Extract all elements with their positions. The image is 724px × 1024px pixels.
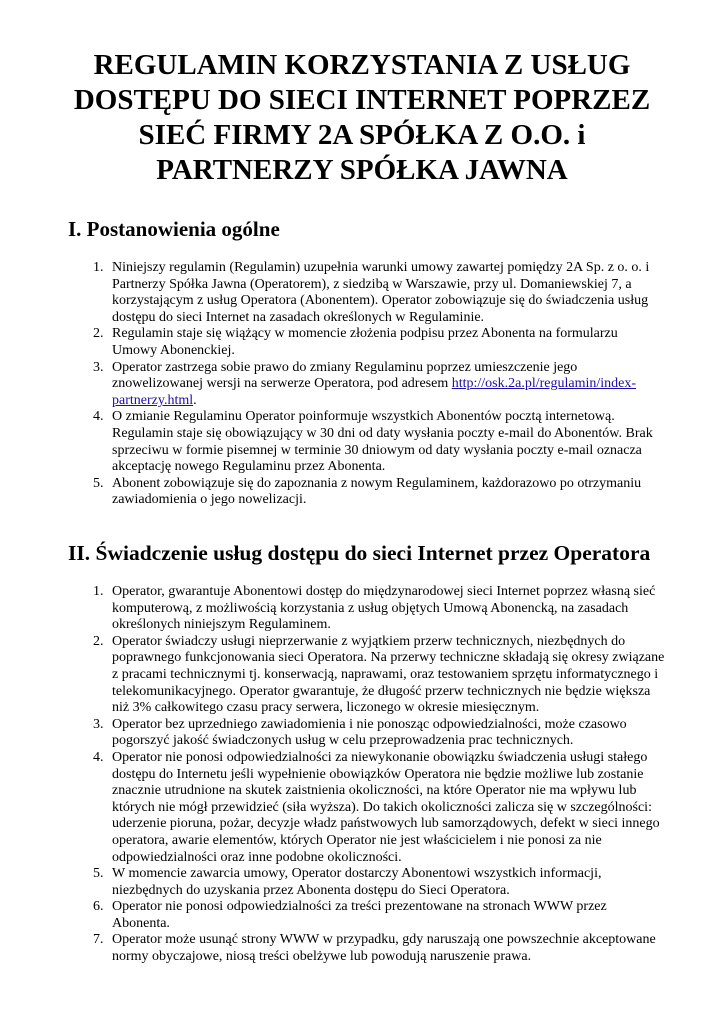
item-line: Regulamin staje się obowiązujący w 30 dni od daty wysłania poczty e-mail do Abonentów. Brak — [112, 425, 653, 441]
item-line: pogorszyć jakość świadczonych usług w celu przeprowadzenia prac technicznych. — [112, 733, 574, 749]
regulation-url-link-continued[interactable]: partnerzy.html — [112, 392, 194, 408]
list-item — [0, 866, 674, 899]
item-line: Operator bez uprzedniego zawiadomienia i nie ponosząc odpowiedzialności, może czasowo — [112, 716, 627, 732]
list-item — [0, 932, 674, 965]
item-number: 4. — [93, 409, 104, 425]
general-provisions-list — [0, 260, 674, 509]
list-item — [0, 717, 674, 750]
item-line: poprawnego funkcjonowania sieci Operatora. Na przerwy techniczne składają się okresy związane — [112, 650, 665, 666]
item-number: 3. — [93, 716, 104, 732]
section-heading-services: II. Świadczenie usług dostępu do sieci Internet przez Operatora — [68, 541, 651, 565]
item-line: niż 3% całkowitego czasu pracy serwera, liczonego w okresie miesięcznym. — [112, 700, 540, 716]
item-number: 2. — [93, 633, 104, 649]
document-title — [60, 48, 664, 188]
item-number: 5. — [93, 475, 104, 491]
item-line: uderzenie pioruna, pożar, decyzje władz państwowych lub samorządowych, defekt w sieci innego — [112, 816, 660, 832]
item-line: dostępu do Internetu jeśli wypełnienie obowiązków Operatora nie będzie możliwe lub zostanie — [112, 766, 644, 782]
item-line: operatora, awarie elementów, których Operator nie jest właścicielem i nie ponosi za nie — [112, 832, 602, 848]
item-line: zawiadomienia o jego nowelizacji. — [112, 492, 307, 508]
list-item — [0, 899, 674, 932]
item-line: Abonenta. — [112, 915, 170, 931]
list-item — [0, 326, 674, 359]
item-line — [112, 393, 674, 410]
item-number: 4. — [93, 749, 104, 765]
item-line-text: . — [193, 392, 197, 408]
list-item — [0, 750, 674, 866]
item-line: znacznie utrudnione na skutek zaistnienia okoliczności, na które Operator nie ma wpływu lub — [112, 783, 637, 799]
item-line: dostępu do sieci Internet na zasadach określonych w Regulaminie. — [112, 309, 485, 325]
item-line: Operator nie ponosi odpowiedzialności za treści prezentowane na stronach WWW przez — [112, 899, 607, 915]
item-line: Operator może usunąć strony WWW w przypadku, gdy naruszają one powszechnie akceptowane — [112, 932, 656, 948]
title-line: PARTNERZY SPÓŁKA JAWNA — [156, 154, 568, 186]
item-line: Operator świadczy usługi nieprzerwanie z wyjątkiem przerw technicznych, niezbędnych do — [112, 633, 626, 649]
item-line: Abonent zobowiązuje się do zapoznania z nowym Regulaminem, każdorazowo po otrzymaniu — [112, 475, 642, 491]
title-line: DOSTĘPU DO SIECI INTERNET POPRZEZ — [73, 84, 651, 116]
list-item — [0, 260, 674, 326]
section-heading-general: I. Postanowienia ogólne — [68, 217, 280, 241]
item-line: Operator, gwarantuje Abonentowi dostęp do międzynarodowej sieci Internet poprzez własną sieć — [112, 584, 656, 599]
item-line: Operator nie ponosi odpowiedzialności za niewykonanie obowiązku świadczenia usługi stałego — [112, 749, 648, 765]
list-item — [0, 476, 674, 509]
item-line: Niniejszy regulamin (Regulamin) uzupełnia warunki umowy zawartej pomiędzy 2A Sp. z o. o. i — [112, 260, 650, 275]
list-item — [0, 634, 674, 717]
item-number: 1. — [93, 584, 104, 599]
item-line: Umowy Abonenckiej. — [112, 342, 235, 358]
item-line: telekomunikacyjnego. Operator gwarantuje, że długość przerw technicznych nie będzie większa — [112, 683, 651, 699]
item-line: akceptację nowego Regulaminu przez Abonenta. — [112, 459, 386, 475]
item-line: sprzeciwu w formie pisemnej w terminie 30 dniowym od daty wysłania poczty e-mail oznacza — [112, 442, 642, 458]
item-line — [112, 376, 674, 393]
services-list — [0, 584, 674, 966]
list-item — [0, 409, 674, 475]
title-line: REGULAMIN KORZYSTANIA Z USŁUG — [93, 49, 631, 81]
item-line: korzystającym z usług Operatora (Abonentem). Operator zobowiązuje się do świadczenia usług — [112, 293, 649, 309]
item-number: 6. — [93, 899, 104, 915]
item-line: określonych niniejszym Regulaminem. — [112, 617, 331, 633]
item-line: z pracami technicznymi tj. konserwacją, naprawami, oraz testowaniem sprzętu informatycznego i — [112, 666, 659, 682]
item-line: O zmianie Regulaminu Operator poinformuje wszystkich Abonentów pocztą internetową. — [112, 409, 615, 425]
title-line: SIEĆ FIRMY 2A SPÓŁKA Z O.O. i — [138, 119, 586, 151]
list-item — [0, 584, 674, 634]
item-line: odpowiedzialności oraz inne podobne okoliczności. — [112, 849, 402, 865]
item-line-text: znowelizowanej wersji na serwerze Operatora, pod adresem — [112, 376, 452, 392]
item-line: Partnerzy Spółka Jawna (Operatorem), z siedzibą w Warszawie, przy ul. Domaniewskiej 7, a — [112, 276, 632, 292]
item-line: których nie mógł przewidzieć (siła wyższa). Do takich okoliczności zalicza się w szczególności: — [112, 799, 652, 815]
regulation-url-link[interactable]: http://osk.2a.pl/regulamin/index- — [451, 376, 637, 392]
item-line: Regulamin staje się wiążący w momencie złożenia podpisu przez Abonenta na formularzu — [112, 326, 618, 342]
item-number: 7. — [93, 932, 104, 948]
item-number: 3. — [93, 359, 104, 375]
item-number: 2. — [93, 326, 104, 342]
item-number: 5. — [93, 866, 104, 882]
item-number: 1. — [93, 260, 104, 275]
item-line: W momencie zawarcia umowy, Operator dostarczy Abonentowi wszystkich informacji, — [112, 866, 602, 882]
list-item — [0, 360, 674, 410]
item-line: normy obyczajowe, niosą treści obelżywe lub powodują naruszenie prawa. — [112, 949, 532, 965]
item-line: Operator zastrzega sobie prawo do zmiany Regulaminu poprzez umieszczenie jego — [112, 359, 578, 375]
item-line: komputerową, z możliwością korzystania z usług objętych Umową Abonencką, na zasadach — [112, 600, 629, 616]
item-line: niezbędnych do uzyskania przez Abonenta dostępu do Sieci Operatora. — [112, 882, 510, 898]
